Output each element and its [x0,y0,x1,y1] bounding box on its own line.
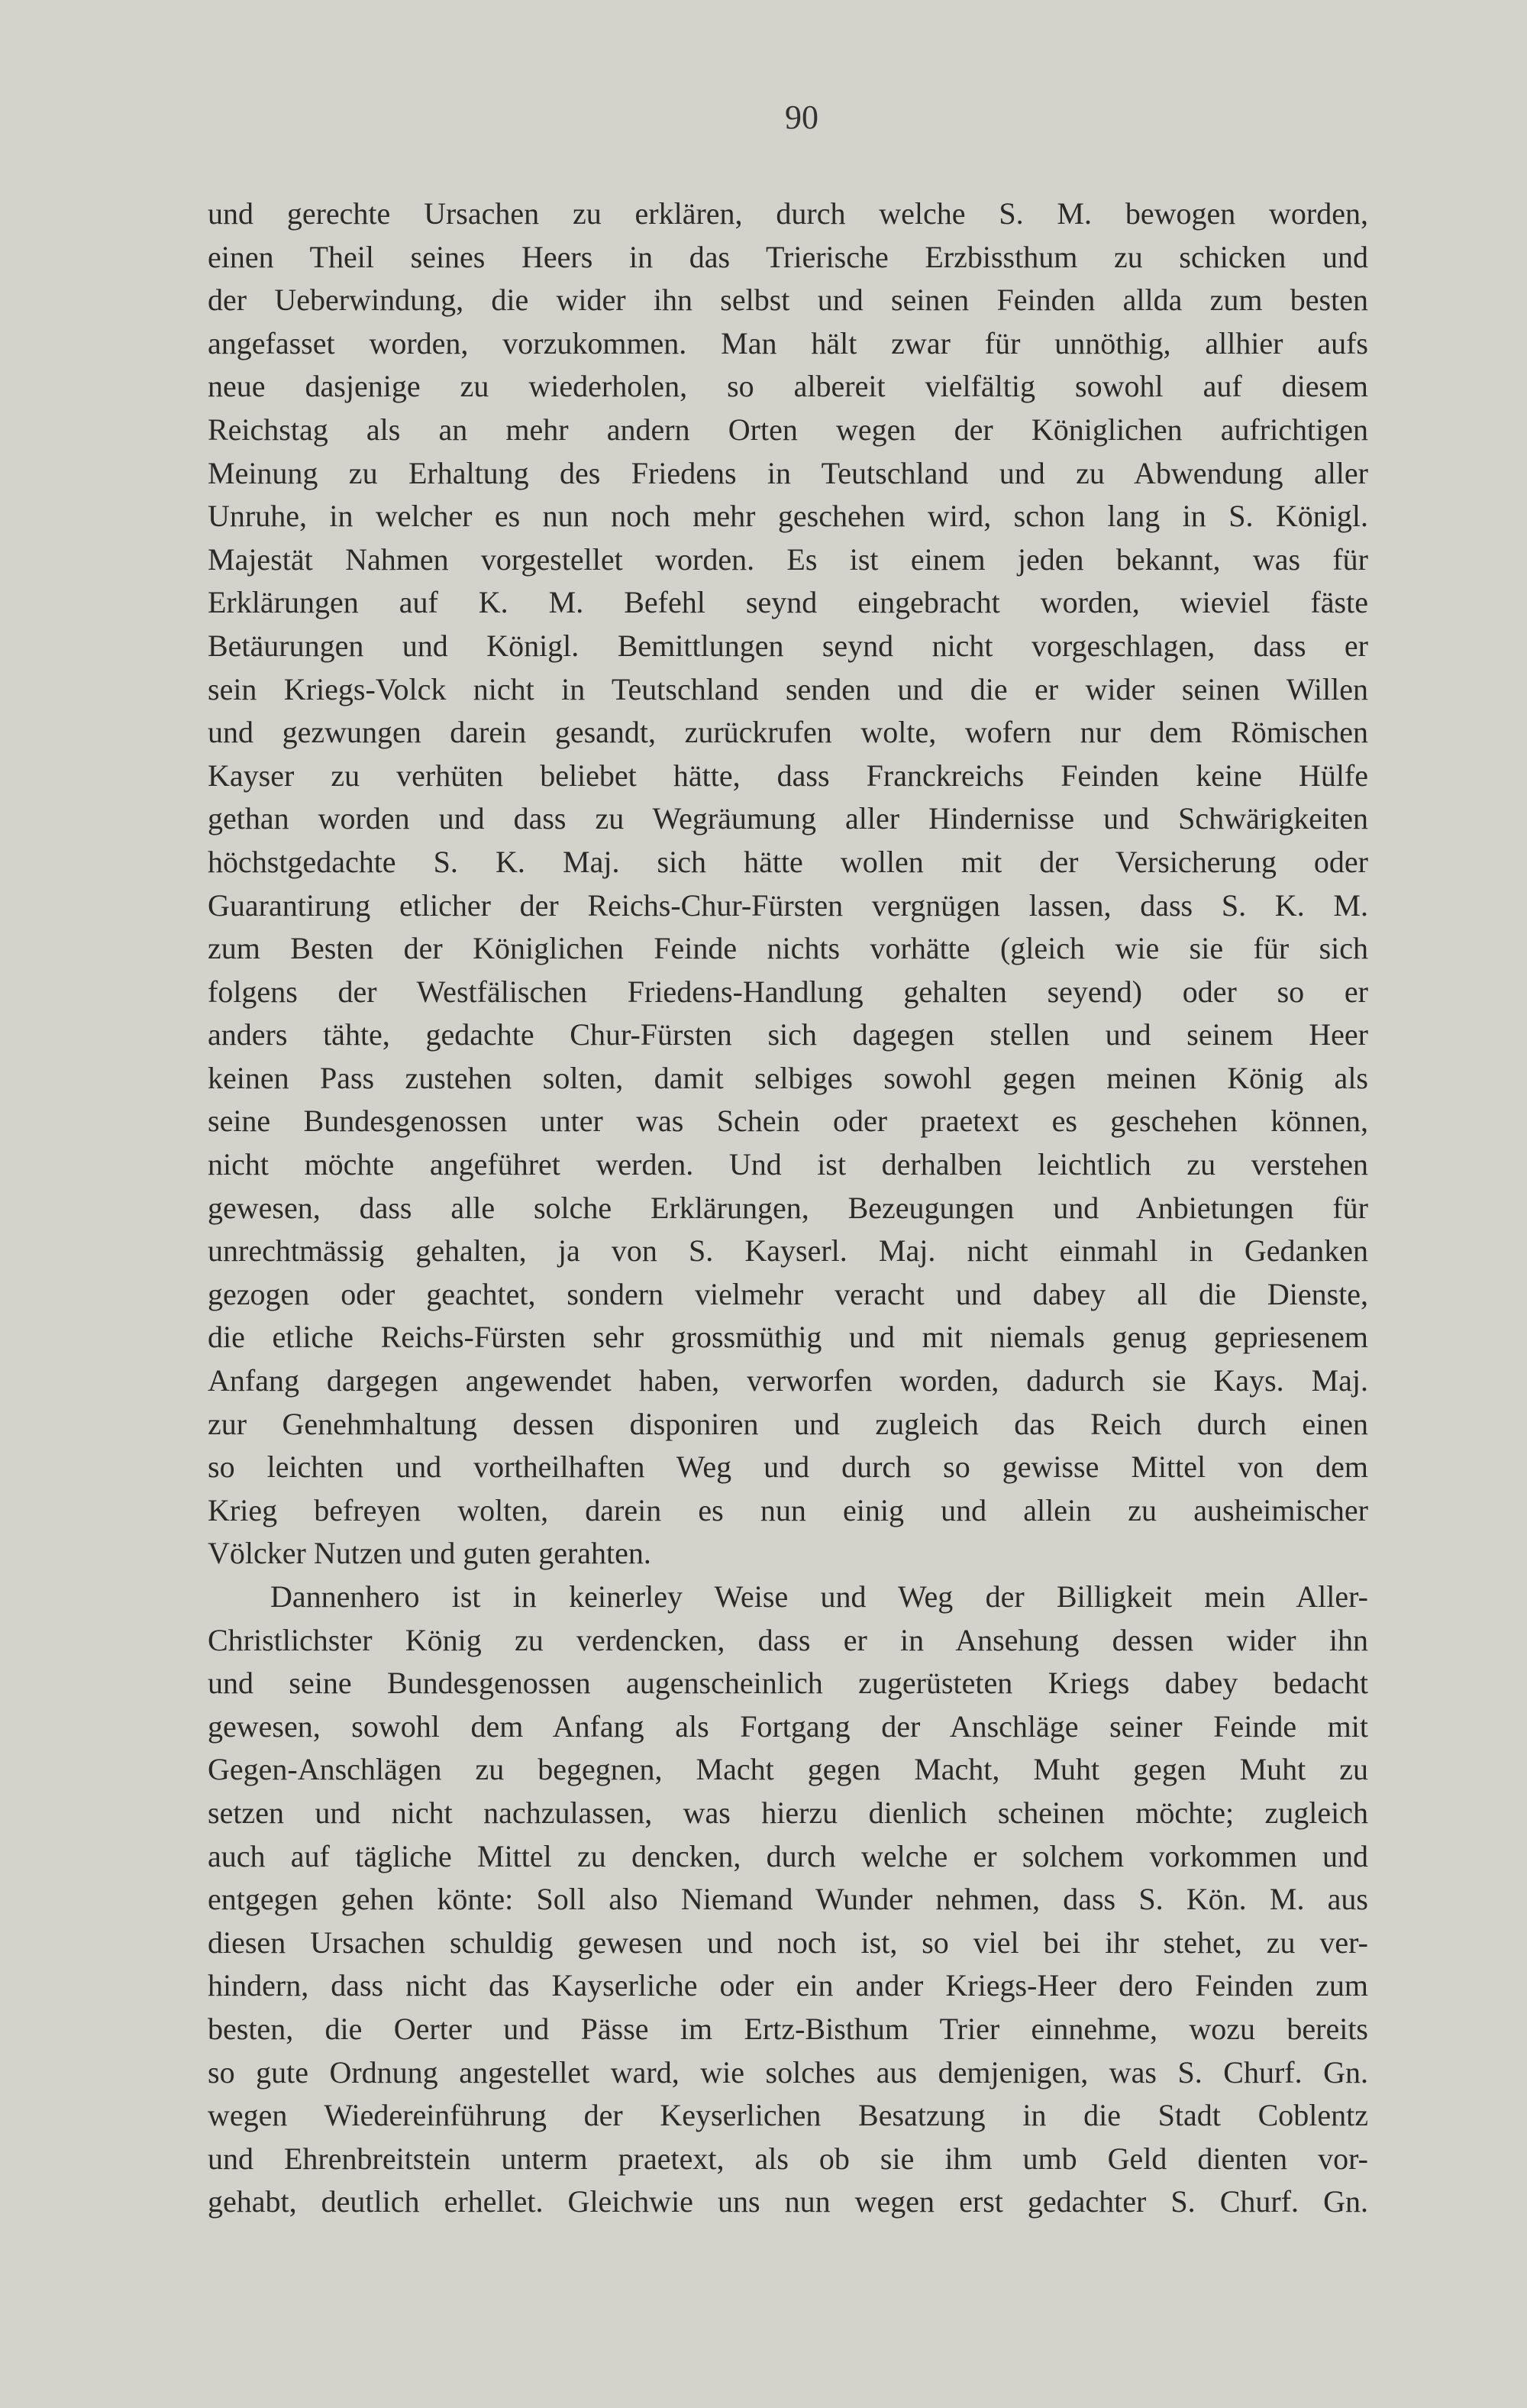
text-line: Christlichster König zu verdencken, dass er in Ansehung dessen wider ihn [208,1622,1368,1657]
text-line: auch auf tägliche Mittel zu dencken, durch welche er solchem vorkommen und [208,1838,1368,1873]
text-line: Krieg befreyen wolten, darein es nun einig und allein zu ausheimischer [208,1492,1368,1527]
text-line: diesen Ursachen schuldig gewesen und noch ist, so viel bei ihr stehet, zu ver- [208,1925,1368,1960]
text-line: entgegen gehen könte: Soll also Niemand Wunder nehmen, dass S. Kön. M. aus [208,1882,1368,1917]
text-line: einen Theil seines Heers in das Trierische Erzbissthum zu schicken und [208,239,1368,274]
text-line: seine Bundesgenossen unter was Schein oder praetext es geschehen können, [208,1104,1368,1139]
page-number: 90 [785,99,818,136]
text-line: und gezwungen darein gesandt, zurückrufen wolte, wofern nur dem Römischen [208,715,1368,750]
text-line: Betäurungen und Königl. Bemittlungen seynd nicht vorgeschlagen, dass er [208,628,1368,663]
text-line: neue dasjenige zu wiederholen, so albereit vielfältig sowohl auf diesem [208,369,1368,404]
text-line: Guarantirung etlicher der Reichs-Chur-Fürsten vergnügen lassen, dass S. K. M. [208,887,1368,923]
text-line: anders tähte, gedachte Chur-Fürsten sich dagegen stellen und seinem Heer [208,1017,1368,1052]
text-line: so leichten und vortheilhaften Weg und durch so gewisse Mittel von dem [208,1450,1368,1485]
text-line: Gegen-Anschlägen zu begegnen, Macht gegen Macht, Muht gegen Muht zu [208,1752,1368,1787]
text-line: so gute Ordnung angestellet ward, wie solches aus demjenigen, was S. Churf. Gn. [208,2054,1368,2090]
text-line: Erklärungen auf K. M. Befehl seynd eingebracht worden, wieviel fäste [208,585,1368,620]
text-line: der Ueberwindung, die wider ihn selbst und seinen Feinden allda zum besten [208,283,1368,318]
paragraph [208,1576,1368,2224]
text-line: höchstgedachte S. K. Maj. sich hätte wollen mit der Versicherung oder [208,844,1368,879]
text-line: keinen Pass zustehen solten, damit selbiges sowohl gegen meinen König als [208,1060,1368,1095]
text-line: und Ehrenbreitstein unterm praetext, als ob sie ihm umb Geld dienten vor- [208,2141,1368,2176]
text-line: gewesen, sowohl dem Anfang als Fortgang der Anschläge seiner Feinde mit [208,1708,1368,1744]
text-line: gethan worden und dass zu Wegräumung aller Hindernisse und Schwärigkeiten [208,801,1368,836]
text-line: Reichstag als an mehr andern Orten wegen der Königlichen aufrichtigen [208,412,1368,447]
text-line: sein Kriegs-Volck nicht in Teutschland senden und die er wider seinen Willen [208,671,1368,706]
text-line: wegen Wiedereinführung der Keyserlichen Besatzung in die Stadt Coblentz [208,2098,1368,2133]
text-line: zum Besten der Königlichen Feinde nichts vorhätte (gleich wie sie für sich [208,931,1368,966]
text-line: Unruhe, in welcher es nun noch mehr geschehen wird, schon lang in S. Königl. [208,499,1368,534]
text-line: Dannenhero ist in keinerley Weise und Weg der Billigkeit mein Aller- [270,1579,1368,1614]
text-line: unrechtmässig gehalten, ja von S. Kayserl. Maj. nicht einmahl in Gedanken [208,1233,1368,1269]
text-line: folgens der Westfälischen Friedens-Handlung gehalten seyend) oder so er [208,974,1368,1009]
paragraph [208,192,1368,1576]
text-line: nicht möchte angeführet werden. Und ist derhalben leichtlich zu verstehen [208,1147,1368,1182]
text-line: gehabt, deutlich erhellet. Gleichwie uns nun wegen erst gedachter S. Churf. Gn. [208,2184,1368,2219]
text-line: zur Genehmhaltung dessen disponiren und zugleich das Reich durch einen [208,1406,1368,1441]
text-line: und seine Bundesgenossen augenscheinlich zugerüsteten Kriegs dabey bedacht [208,1666,1368,1701]
text-line: gezogen oder geachtet, sondern vielmehr veracht und dabey all die Dienste, [208,1276,1368,1311]
body-text [208,192,1368,2224]
text-line: angefasset worden, vorzukommen. Man hält zwar für unnöthig, allhier aufs [208,325,1368,360]
text-line: die etliche Reichs-Fürsten sehr grossmüthig und mit niemals genug gepriesenem [208,1320,1368,1355]
text-line: hindern, dass nicht das Kayserliche oder ein ander Kriegs-Heer dero Feinden zum [208,1968,1368,2003]
text-line: Majestät Nahmen vorgestellet worden. Es ist einem jeden bekannt, was für [208,541,1368,577]
text-line: setzen und nicht nachzulassen, was hierzu dienlich scheinen möchte; zugleich [208,1795,1368,1830]
text-line: Anfang dargegen angewendet haben, verworfen worden, dadurch sie Kays. Maj. [208,1363,1368,1398]
text-line: gewesen, dass alle solche Erklärungen, Bezeugungen und Anbietungen für [208,1190,1368,1225]
text-line: Völcker Nutzen und guten gerahten. [208,1536,651,1571]
text-line: Meinung zu Erhaltung des Friedens in Teutschland und zu Abwendung aller [208,455,1368,490]
text-line: besten, die Oerter und Pässe im Ertz-Bisthum Trier einnehme, wozu bereits [208,2011,1368,2046]
text-line: und gerechte Ursachen zu erklären, durch welche S. M. bewogen worden, [208,196,1368,231]
text-line: Kayser zu verhüten beliebet hätte, dass Franckreichs Feinden keine Hülfe [208,758,1368,793]
